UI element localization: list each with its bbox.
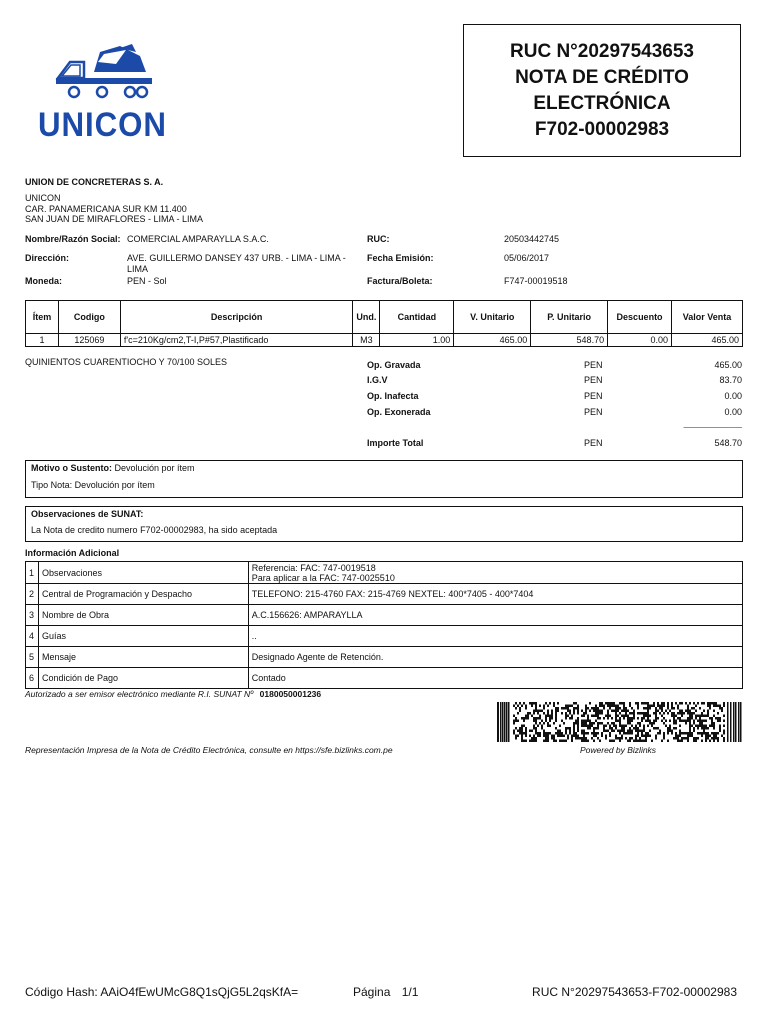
col-unit: Und. [353,301,380,334]
issuer-name: UNION DE CONCRETERAS S. A. [25,177,164,187]
total-currency-exonerada: PEN [584,407,603,417]
items-header-row [26,301,743,334]
grand-total-value: 548.70 [714,438,742,448]
total-label-inafecta: Op. Inafecta [367,391,419,401]
total-value-igv: 83.70 [719,375,742,385]
ruc-number: RUC N°20297543653 [510,40,694,62]
client-address [127,253,346,274]
total-label-igv: I.G.V [367,375,388,385]
logo-text: UNICON [38,106,167,144]
total-currency-inafecta: PEN [584,391,603,401]
sunat-label: Observaciones de SUNAT: [31,509,144,519]
total-currency-igv: PEN [584,375,603,385]
info-row-label: Nombre de Obra [38,605,248,626]
issuer-address-1: CAR. PANAMERICANA SUR KM 11.400 [25,203,187,214]
document-id-box [463,24,741,157]
issuer-address-2: SAN JUAN DE MIRAFLORES - LIMA - LIMA [25,214,204,224]
table-row [26,605,743,626]
client-name: COMERCIAL AMPARAYLLA S.A.C. [127,234,269,244]
page-indicator [353,985,418,999]
grand-total-label: Importe Total [367,438,424,448]
info-row-label: Guías [38,626,248,647]
total-label-gravada: Op. Gravada [367,360,421,370]
issue-date-label: Fecha Emisión: [367,253,434,263]
total-currency-gravada: PEN [584,360,603,370]
col-code: Codigo [58,301,120,334]
col-discount: Descuento [608,301,672,334]
total-value-inafecta: 0.00 [724,391,742,401]
info-row-label: Condición de Pago [38,668,248,689]
info-row-value: .. [248,626,742,647]
info-row-value: A.C.156626: AMPARAYLLA [248,605,742,626]
col-description: Descripción [120,301,353,334]
document-reference: RUC N°20297543653-F702-00002983 [532,985,737,999]
item-quantity: 1.00 [380,334,454,347]
document-number: F702-00002983 [534,118,670,140]
info-row-value: TELEFONO: 215-4760 FAX: 215-4769 NEXTEL: 400*7405 - 400*7404 [248,584,742,605]
col-unit-value: V. Unitario [454,301,531,334]
printed-representation-note: Representación Impresa de la Nota de Crédito Electrónica, consulte en https://sfe.bizlinks.com.pe [25,745,393,755]
col-item: Ítem [26,301,59,334]
item-unit-price: 548.70 [531,334,608,347]
info-row-label: Central de Programación y Despacho [38,584,248,605]
additional-info-table [25,561,743,689]
info-row-value: Designado Agente de Retención. [248,647,742,668]
info-row-number: 5 [26,647,39,668]
client-name-label: Nombre/Razón Social: [25,234,121,244]
item-discount: 0.00 [608,334,672,347]
powered-by: Powered by Bizlinks [580,745,657,755]
mixer-truck-icon [36,42,162,106]
sunat-observations-box [25,506,743,542]
issuer-short-name: UNICON [25,193,61,203]
info-row-number: 6 [26,668,39,689]
total-value-gravada: 465.00 [714,360,742,370]
info-row-number: 2 [26,584,39,605]
col-quantity: Cantidad [380,301,454,334]
note-type: Tipo Nota: Devolución por ítem [31,480,155,490]
table-row [26,668,743,689]
page-number: 1/1 [401,985,419,999]
additional-info-title: Información Adicional [25,548,120,558]
reason-box [25,460,743,498]
table-row [26,334,743,347]
document-type-line-1: NOTA DE CRÉDITO [515,66,689,88]
client-address-label: Dirección: [25,253,70,263]
info-row-label: Observaciones [38,562,248,584]
item-sale-value: 465.00 [672,334,743,347]
unicon-logo [36,42,167,144]
authorization-line [25,689,321,699]
amount-in-words: QUINIENTOS CUARENTIOCHO Y 70/100 SOLES [25,357,228,367]
item-description: f'c=210Kg/cm2,T-I,P#57,Plastificado [120,334,353,347]
item-code: 125069 [58,334,120,347]
info-row-number: 1 [26,562,39,584]
reason-label: Motivo o Sustento: [31,463,112,473]
info-row-value-line-1: Referencia: FAC: 747-0019518 [251,562,376,573]
item-unit-value: 465.00 [454,334,531,347]
hash-code: Código Hash: AAiO4fEwUMcG8Q1sQjG5L2qsKfA= [25,985,299,999]
client-ruc-label: RUC: [367,234,390,244]
total-value-exonerada: 0.00 [724,407,742,417]
client-address-1: AVE. GUILLERMO DANSEY 437 URB. - LIMA - LIMA - [127,253,346,263]
info-row-number: 4 [26,626,39,647]
table-row [26,584,743,605]
grand-total-currency: PEN [584,438,603,448]
total-label-exonerada: Op. Exonerada [367,407,431,417]
client-address-2: LIMA [127,263,149,274]
currency-value: PEN - Sol [127,276,167,286]
client-ruc: 20503442745 [504,234,560,244]
pdf417-barcode [497,702,742,742]
table-row [26,647,743,668]
table-row [26,562,743,584]
issue-date: 05/06/2017 [504,253,550,263]
sunat-text: La Nota de credito numero F702-00002983, ha sido aceptada [31,525,278,535]
info-row-value-line-2: Para aplicar a la FAC: 747-0025510 [251,572,395,583]
authorization-text: Autorizado a ser emisor electrónico mediante R.I. SUNAT Nº [25,689,254,699]
info-row-value [248,562,742,584]
item-unit: M3 [353,334,380,347]
reason-line [31,463,195,473]
invoice-number: F747-00019518 [504,276,568,286]
item-number: 1 [26,334,59,347]
authorization-number: 0180050001236 [259,689,322,699]
col-sale-value: Valor Venta [672,301,743,334]
info-row-number: 3 [26,605,39,626]
info-row-label: Mensaje [38,647,248,668]
info-row-value: Contado [248,668,742,689]
reason-value: Devolución por ítem [114,463,195,473]
total-separator: _______________ [683,421,742,428]
col-unit-price: P. Unitario [531,301,608,334]
invoice-label: Factura/Boleta: [367,276,433,286]
items-table [25,300,743,347]
barcode-icon [497,702,742,742]
issuer-block [25,193,203,225]
currency-label: Moneda: [25,276,62,286]
document-type-line-2: ELECTRÓNICA [533,92,671,114]
table-row [26,626,743,647]
page-label: Página [353,985,391,999]
